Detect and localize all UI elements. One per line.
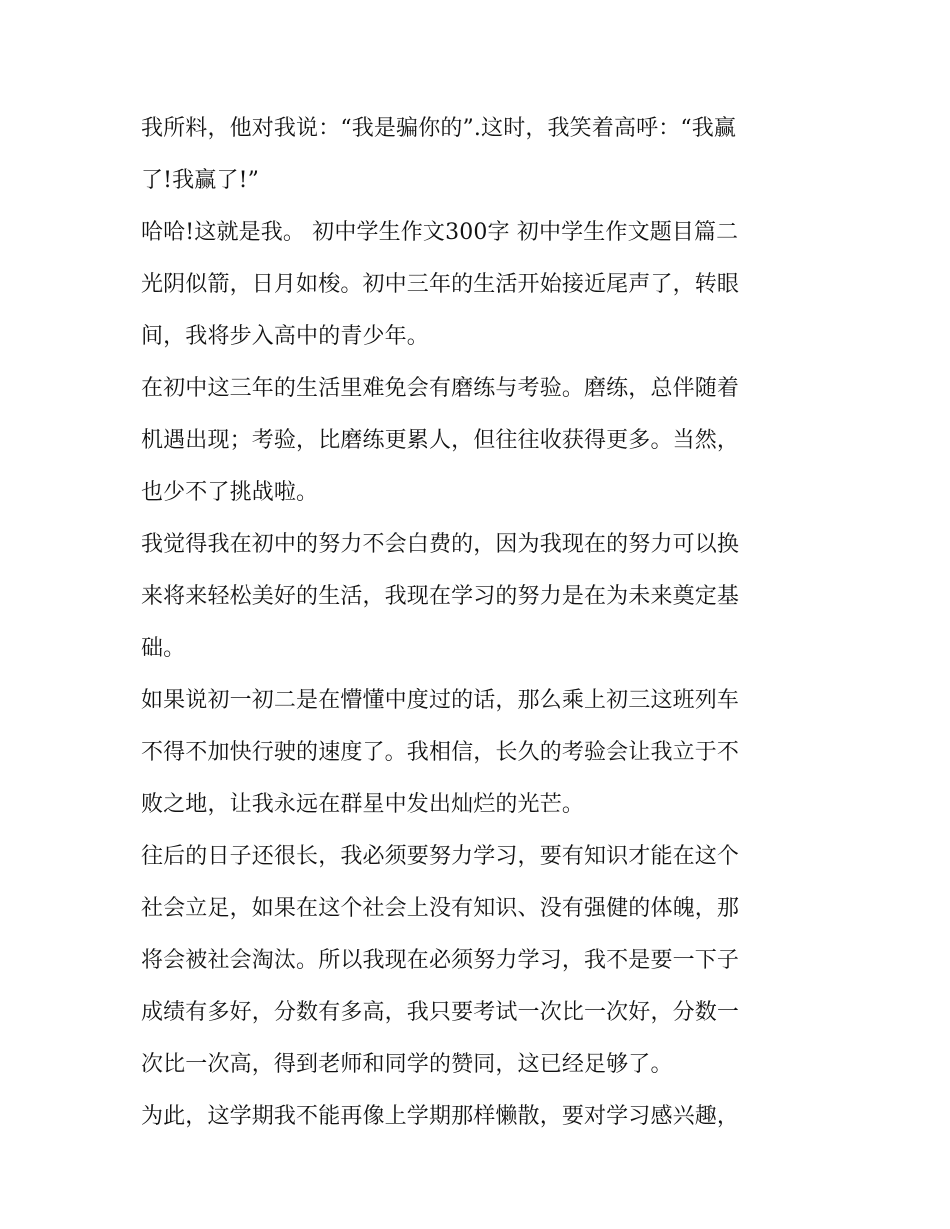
text-line: 也少不了挑战啦。 bbox=[141, 480, 319, 505]
text-line: 光阴似箭，日月如梭。初中三年的生活开始接近尾声了，转眼 bbox=[141, 272, 740, 297]
text-line: 如果说初一初二是在懵懂中度过的话，那么乘上初三这班列车 bbox=[141, 688, 740, 713]
text-line: 成绩有多好，分数有多高，我只要考试一次比一次好，分数一 bbox=[141, 1000, 740, 1025]
text-line: 间，我将步入高中的青少年。 bbox=[141, 324, 429, 349]
text-line: 我所料，他对我说：“我是骗你的”.这时，我笑着高呼：“我赢 bbox=[141, 116, 737, 141]
text-line: 次比一次高，得到老师和同学的赞同，这已经足够了。 bbox=[141, 1052, 673, 1077]
text-line: 了!我赢了!” bbox=[141, 168, 259, 193]
text-line: 在初中这三年的生活里难免会有磨练与考验。磨练，总伴随着 bbox=[141, 376, 740, 401]
text-line: 败之地，让我永远在群星中发出灿烂的光芒。 bbox=[141, 792, 585, 817]
text-line: 机遇出现；考验，比磨练更累人，但往往收获得更多。当然， bbox=[141, 428, 740, 453]
text-line: 往后的日子还很长，我必须要努力学习，要有知识才能在这个 bbox=[141, 844, 740, 869]
text-line: 将会被社会淘汰。所以我现在必须努力学习，我不是要一下子 bbox=[141, 948, 740, 973]
text-line: 哈哈!这就是我。 初中学生作文300字 初中学生作文题目篇二 bbox=[141, 220, 739, 245]
text-line: 来将来轻松美好的生活，我现在学习的努力是在为未来奠定基 bbox=[141, 584, 740, 609]
text-line: 社会立足，如果在这个社会上没有知识、没有强健的体魄，那 bbox=[141, 896, 740, 921]
essay-body bbox=[141, 107, 813, 1147]
text-line: 我觉得我在初中的努力不会白费的，因为我现在的努力可以换 bbox=[141, 532, 740, 557]
text-line: 础。 bbox=[141, 636, 186, 661]
text-line: 不得不加快行驶的速度了。我相信，长久的考验会让我立于不 bbox=[141, 740, 740, 765]
text-line: 为此，这学期我不能再像上学期那样懒散，要对学习感兴趣， bbox=[141, 1104, 740, 1129]
